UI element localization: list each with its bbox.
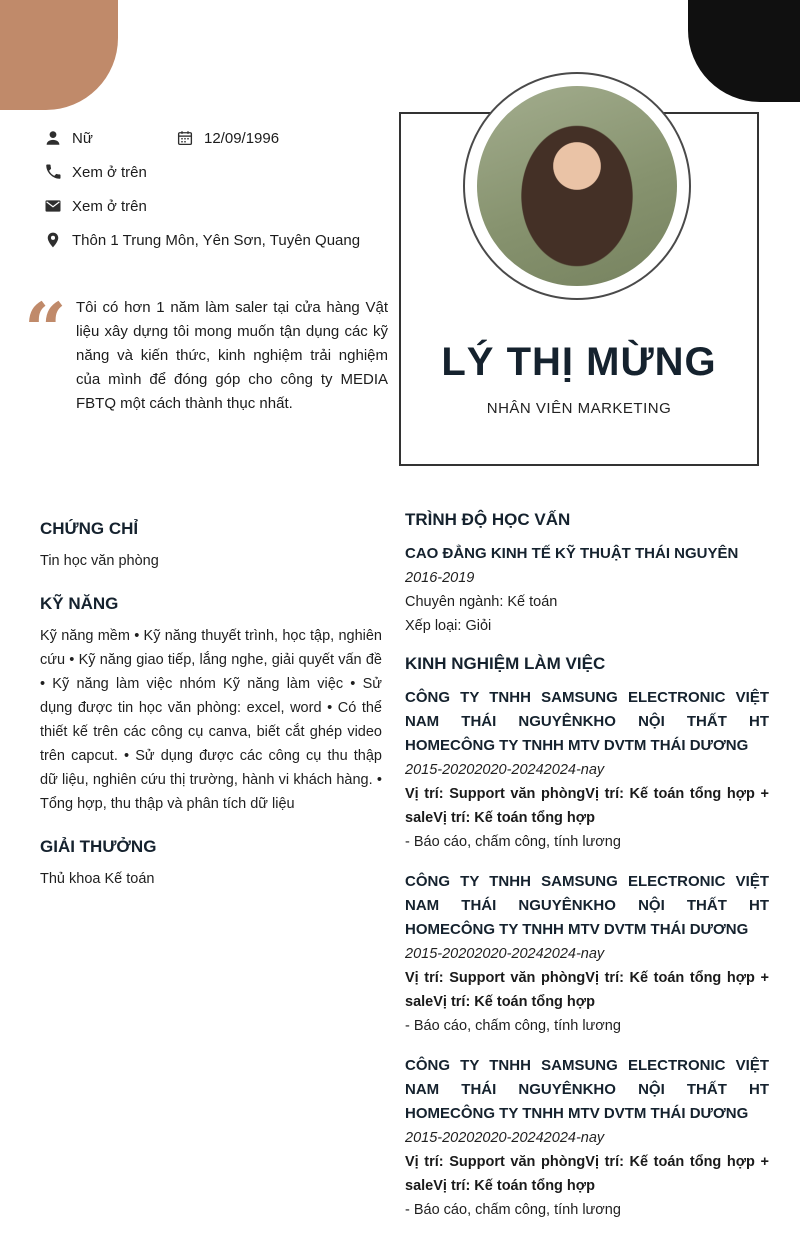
decor-top-left [0, 0, 118, 110]
email-icon [44, 197, 62, 215]
contact-row-email [44, 189, 396, 223]
dob-value: 12/09/1996 [204, 129, 280, 147]
certificates-body: Tin học văn phòng [40, 553, 159, 569]
job-entry [405, 1054, 769, 1222]
job-duty: - Báo cáo, chấm công, tính lương [405, 1018, 621, 1034]
skills-body: Kỹ năng mềm • Kỹ năng thuyết trình, học tập, nghiên cứu • Kỹ năng giao tiếp, lắng nghe, giải quyết vấn đề • Kỹ năng làm việc nhóm Kỹ năng làm việc • Sử dụng được tin học văn phòng: excel, word • Có thể thiết kế trên các công cụ canva, biết cắt ghép video trên capcut. • Sử dụng được các công cụ thu thập dữ liệu, nghiên cứu thị trường, hành vi khách hàng. • Tổng hợp, thu thập và phân tích dữ liệu [40, 628, 382, 812]
education-years: 2016-2019 [405, 570, 475, 586]
profile-photo [477, 86, 677, 286]
phone-field [44, 163, 147, 181]
profile-name: LÝ THỊ MỪNG [441, 340, 717, 384]
job-period: 2015-20202020-20242024-nay [405, 946, 605, 962]
location-icon [44, 231, 62, 249]
job-company: CÔNG TY TNHH SAMSUNG ELECTRONIC VIỆT NAM THÁI NGUYÊNKHO NỘI THẤT HT HOMECÔNG TY TNHH MTV DVTM THÁI DƯƠNG [405, 1057, 769, 1122]
job-position: Vị trí: Support văn phòngVị trí: Kế toán tổng hợp + saleVị trí: Kế toán tổng hợp [405, 970, 769, 1010]
job-period: 2015-20202020-20242024-nay [405, 1130, 605, 1146]
experience-heading: KINH NGHIỆM LÀM VIỆC [405, 654, 606, 673]
left-column [40, 519, 382, 912]
profile-title: NHÂN VIÊN MARKETING [486, 400, 672, 417]
email-value: Xem ở trên [72, 197, 147, 215]
decor-top-right [688, 0, 800, 102]
person-icon [44, 129, 62, 147]
gender-field [44, 129, 176, 147]
phone-value: Xem ở trên [72, 163, 147, 181]
calendar-icon [176, 129, 194, 147]
contact-row-gender-dob [44, 121, 396, 155]
certificates-heading: CHỨNG CHỈ [40, 519, 139, 538]
education-grade: Xếp loại: Giỏi [405, 618, 492, 634]
job-company: CÔNG TY TNHH SAMSUNG ELECTRONIC VIỆT NAM THÁI NGUYÊNKHO NỘI THẤT HT HOMECÔNG TY TNHH MTV DVTM THÁI DƯƠNG [405, 873, 769, 938]
email-field [44, 197, 147, 215]
awards-body: Thủ khoa Kế toán [40, 871, 155, 887]
job-entry [405, 870, 769, 1038]
summary-text: Tôi có hơn 1 năm làm saler tại cửa hàng Vật liệu xây dựng tôi mong muốn tận dụng các kỹ năng và kiến thức, kinh nghiệm trải nghiệm của mình để đóng góp cho công ty MEDIA FBTQ một cách thành thục nhất. [76, 299, 388, 412]
job-duty: - Báo cáo, chấm công, tính lương [405, 834, 621, 850]
address-value: Thôn 1 Trung Môn, Yên Sơn, Tuyên Quang [72, 231, 361, 249]
contact-row-address [44, 223, 396, 257]
education-major: Chuyên ngành: Kế toán [405, 594, 558, 610]
education-school: CAO ĐẲNG KINH TẾ KỸ THUẬT THÁI NGUYÊN [405, 545, 739, 562]
profile-photo-ring [463, 72, 691, 300]
skills-heading: KỸ NĂNG [40, 594, 119, 613]
dob-field [176, 129, 279, 147]
job-period: 2015-20202020-20242024-nay [405, 762, 605, 778]
contact-info [44, 121, 396, 257]
job-position: Vị trí: Support văn phòngVị trí: Kế toán tổng hợp + saleVị trí: Kế toán tổng hợp [405, 786, 769, 826]
quote-icon: “ [24, 288, 62, 374]
contact-row-phone [44, 155, 396, 189]
education-heading: TRÌNH ĐỘ HỌC VẤN [405, 510, 571, 529]
address-field [44, 231, 360, 249]
job-position: Vị trí: Support văn phòngVị trí: Kế toán tổng hợp + saleVị trí: Kế toán tổng hợp [405, 1154, 769, 1194]
right-column [405, 510, 769, 1238]
phone-icon [44, 163, 62, 181]
job-duty: - Báo cáo, chấm công, tính lương [405, 1202, 621, 1218]
gender-value: Nữ [72, 129, 93, 147]
job-company: CÔNG TY TNHH SAMSUNG ELECTRONIC VIỆT NAM THÁI NGUYÊNKHO NỘI THẤT HT HOMECÔNG TY TNHH MTV DVTM THÁI DƯƠNG [405, 689, 769, 754]
awards-heading: GIẢI THƯỞNG [40, 837, 157, 856]
job-entry [405, 686, 769, 854]
summary-quote [24, 288, 388, 416]
